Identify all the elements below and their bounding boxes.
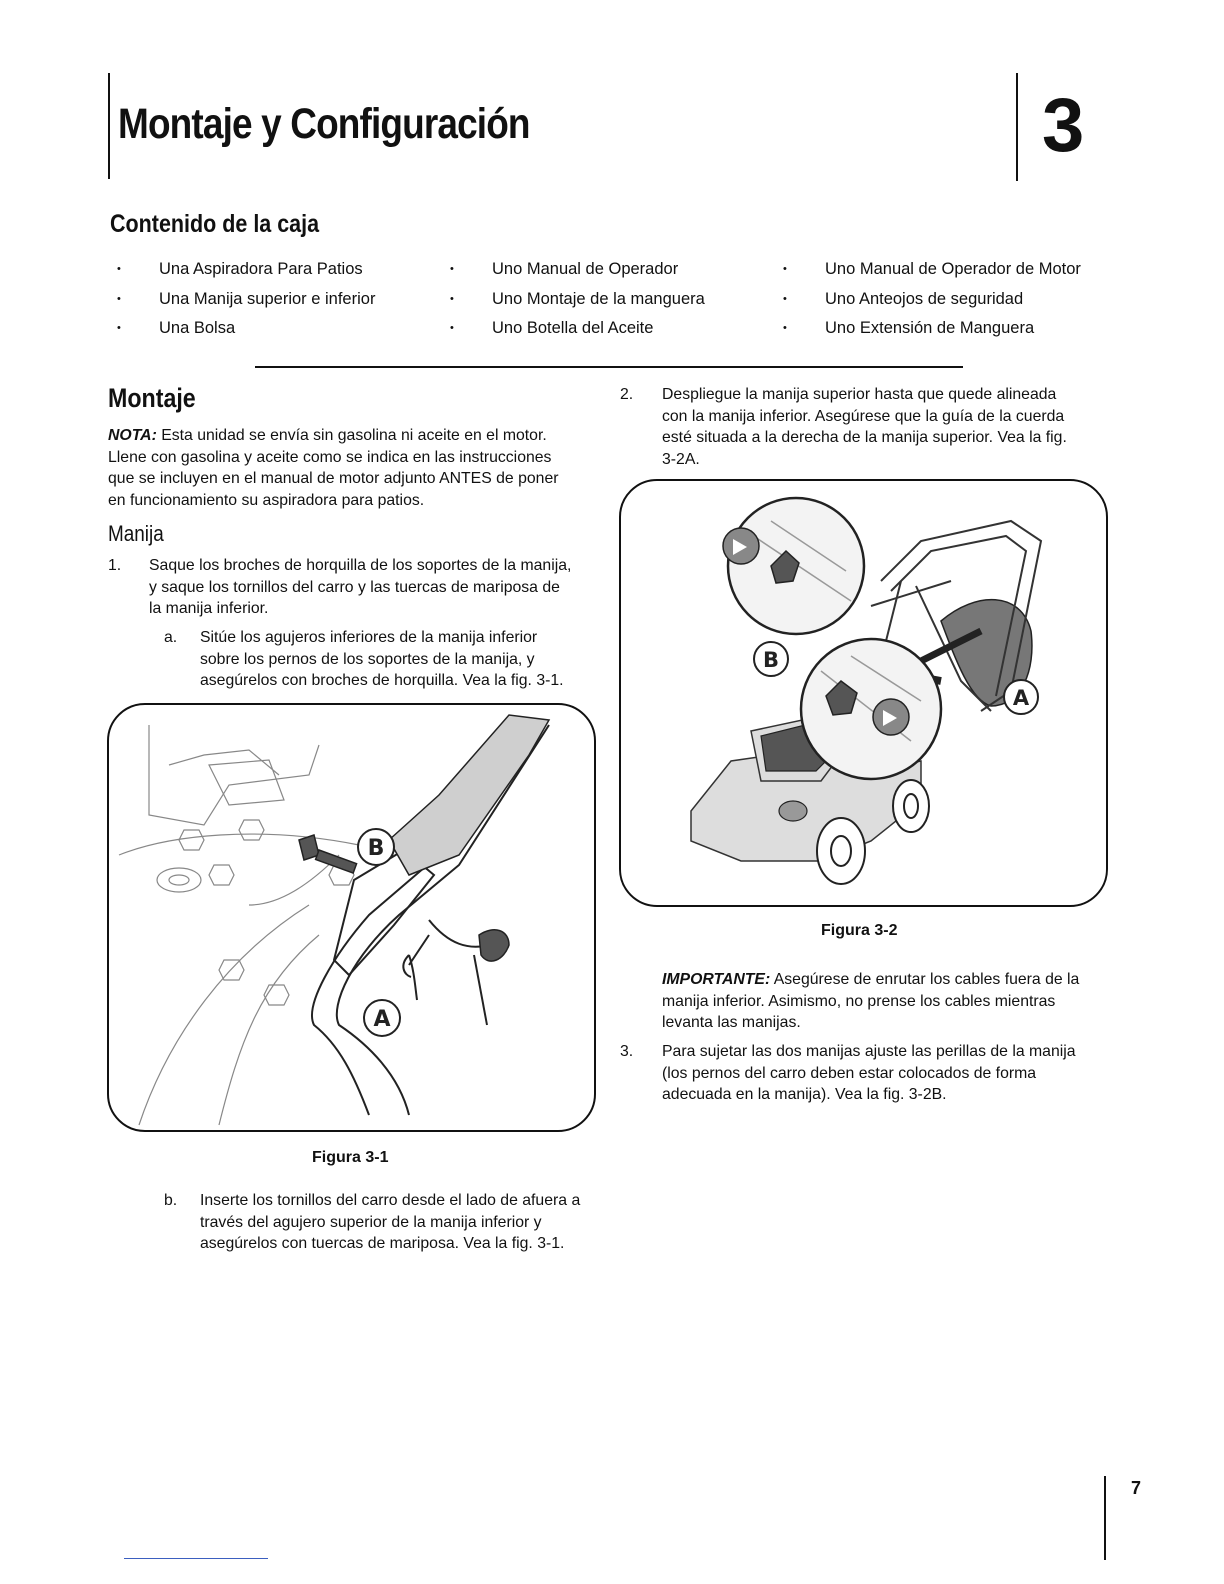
- page-number-bar: [1104, 1476, 1106, 1560]
- note-line: Llene con gasolina y aceite como se indica en las instrucciones: [108, 448, 552, 466]
- step-line: y saque los tornillos del carro y las tuercas de mariposa de: [149, 578, 560, 596]
- list-item: • Uno Manual de Operador de Motor: [779, 255, 1081, 285]
- step-line: adecuada en la manija). Vea la fig. 3-2B.: [662, 1086, 947, 1103]
- note-label: NOTA:: [108, 427, 157, 444]
- step-line: con la manija inferior. Asegúrese que la guía de la cuerda: [662, 407, 1065, 425]
- step-line: Despliegue la manija superior hasta que quede alineada: [662, 386, 1057, 403]
- step-line: asegúrelos con tuercas de mariposa. Vea la fig. 3-1.: [200, 1235, 565, 1252]
- figure-3-2-illustration: [621, 481, 1106, 905]
- step-number: 3.: [620, 1043, 634, 1060]
- figure-3-1-illustration: [109, 705, 594, 1130]
- assembly-heading: Montaje: [108, 383, 196, 413]
- note-line: Esta unidad se envía sin gasolina ni aceite en el motor.: [156, 427, 547, 444]
- important-paragraph: [662, 969, 1112, 1034]
- step-line: través del agujero superior de la manija inferior y: [200, 1213, 542, 1231]
- step-1b: [164, 1190, 604, 1256]
- step-letter: b.: [164, 1192, 178, 1209]
- list-item: • Uno Anteojos de seguridad: [779, 285, 1081, 315]
- page-title: Montaje y Configuración: [118, 100, 530, 148]
- step-1a: [164, 627, 604, 693]
- section-divider: [255, 366, 963, 368]
- step-line: Para sujetar las dos manijas ajuste las perillas de la manija: [662, 1043, 1076, 1060]
- step-line: Sitúe los agujeros inferiores de la manija inferior: [200, 629, 538, 646]
- contents-list-col2: [446, 255, 705, 344]
- step-line: sobre los pernos de los soportes de la manija, y: [200, 650, 535, 668]
- callout-label: A: [373, 1007, 391, 1032]
- contents-heading: Contenido de la caja: [110, 210, 320, 238]
- step-line: esté situada a la derecha de la manija superior. Vea la fig.: [662, 429, 1067, 446]
- chapter-number: 3: [1042, 83, 1085, 168]
- important-line: levanta las manijas.: [662, 1014, 801, 1031]
- step-3: [620, 1041, 1100, 1107]
- figure-3-2-caption: Figura 3-2: [821, 922, 898, 939]
- note-line: en funcionamiento su aspiradora para patios.: [108, 491, 425, 509]
- important-line: manija inferior. Asimismo, no prense los cables mientras: [662, 992, 1056, 1010]
- list-item: • Una Bolsa: [113, 314, 375, 344]
- contents-list-col3: [779, 255, 1081, 344]
- list-item: • Una Aspiradora Para Patios: [113, 255, 375, 285]
- step-line: Inserte los tornillos del carro desde el lado de afuera a: [200, 1192, 581, 1209]
- step-line: la manija inferior.: [149, 600, 269, 617]
- important-line: Asegúrese de enrutar los cables fuera de la: [770, 971, 1080, 988]
- step-letter: a.: [164, 629, 178, 646]
- step-number: 2.: [620, 386, 634, 403]
- figure-3-2-frame: [619, 479, 1108, 907]
- list-item: • Uno Botella del Aceite: [446, 314, 705, 344]
- note-paragraph: [108, 425, 598, 511]
- step-2: [620, 384, 1100, 472]
- list-item: • Uno Manual de Operador: [446, 255, 705, 285]
- step-number: 1.: [108, 557, 122, 574]
- page-number: 7: [1131, 1478, 1142, 1498]
- figure-3-1-caption: Figura 3-1: [312, 1149, 389, 1166]
- callout-label: A: [1012, 686, 1030, 710]
- handle-subheading: Manija: [108, 521, 164, 546]
- chapter-divider-bar: [1016, 73, 1018, 181]
- list-item: • Uno Montaje de la manguera: [446, 285, 705, 315]
- step-line: Saque los broches de horquilla de los soportes de la manija,: [149, 557, 572, 574]
- title-left-bar: [108, 73, 110, 179]
- important-label: IMPORTANTE:: [662, 971, 771, 988]
- step-line: asegúrelos con broches de horquilla. Vea la fig. 3-1.: [200, 672, 564, 689]
- list-item: • Uno Extensión de Manguera: [779, 314, 1081, 344]
- contents-list-col1: [113, 255, 375, 344]
- callout-label: B: [367, 836, 385, 861]
- figure-3-1-frame: [107, 703, 596, 1132]
- note-line: que se incluyen en el manual de motor adjunto ANTES de poner: [108, 470, 559, 487]
- step-line: 3-2A.: [662, 450, 700, 468]
- step-line: (los pernos del carro deben estar colocados de forma: [662, 1064, 1037, 1082]
- step-1: [108, 555, 603, 621]
- callout-label: B: [762, 648, 780, 672]
- bottom-rule: [124, 1558, 268, 1559]
- list-item: • Una Manija superior e inferior: [113, 285, 375, 315]
